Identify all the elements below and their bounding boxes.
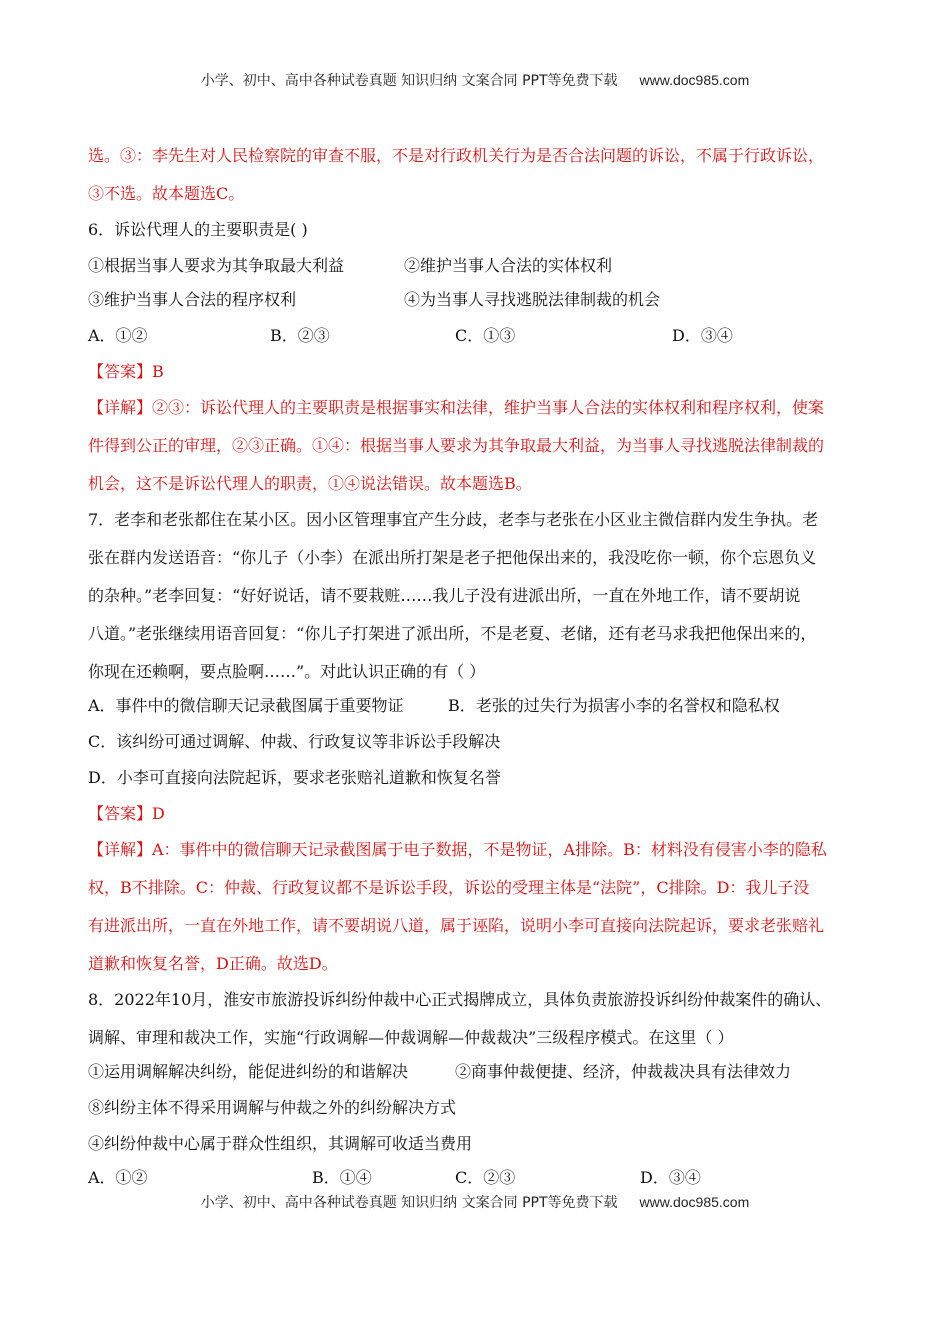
q6-statement-4: ④为当事人寻找逃脱法律制裁的机会 <box>404 290 661 309</box>
q7-detail-line-1: 【详解】A：事件中的微信聊天记录截图属于电子数据，不是物证，A排除。B：材料没有侵害小李的隐私 <box>88 840 827 859</box>
q7-option-b: B．老张的过失行为损害小李的名誉权和隐私权 <box>448 696 780 715</box>
prev-analysis-line-1: 选。③：李先生对人民检察院的审查不服，不是对行政机关行为是否合法问题的诉讼，不属于行政诉讼， <box>88 146 825 165</box>
q8-statement-1: ①运用调解解决纠纷，能促进纠纷的和谐解决 <box>88 1062 409 1081</box>
q6-option-c: C．①③ <box>455 326 516 345</box>
q6-stem: 6．诉讼代理人的主要职责是( ) <box>88 220 308 239</box>
q8-option-c: C．②③ <box>455 1168 516 1187</box>
page-footer <box>0 1192 950 1212</box>
q6-detail-line-2: 件得到公正的审理，②③正确。①④：根据当事人要求为其争取最大利益，为当事人寻找逃脱法律制裁的 <box>88 436 825 455</box>
q8-option-d: D．③④ <box>640 1168 701 1187</box>
q7-stem-line-2: 张在群内发送语音：“你儿子（小李）在派出所打架是老子把他保出来的，我没吃你一顿，你个忘恩负义 <box>88 548 817 567</box>
q8-statement-4: ④纠纷仲裁中心属于群众性组织，其调解可收适当费用 <box>88 1134 473 1153</box>
q7-detail-line-4: 道歉和恢复名誉，D正确。故选D。 <box>88 954 338 973</box>
q6-option-a: A．①② <box>88 326 148 345</box>
q7-stem-line-5: 你现在还赖啊，要点脸啊……”。对此认识正确的有（ ） <box>88 662 486 681</box>
header-text: 小学、初中、高中各种试卷真题 知识归纳 文案合同 PPT等免费下载 <box>200 73 618 89</box>
q6-statement-1: ①根据当事人要求为其争取最大利益 <box>88 256 345 275</box>
header-url[interactable]: www.doc985.com <box>639 72 750 88</box>
q6-statement-2: ②维护当事人合法的实体权利 <box>404 256 613 275</box>
q8-statement-3: ⑧纠纷主体不得采用调解与仲裁之外的纠纷解决方式 <box>88 1098 457 1117</box>
q7-detail-line-3: 有进派出所，一直在外地工作，请不要胡说八道，属于诬陷，说明小李可直接向法院起诉，要求老张赔礼 <box>88 916 825 935</box>
q6-statement-3: ③维护当事人合法的程序权利 <box>88 290 297 309</box>
q7-stem-line-3: 的杂种。”老李回复：“好好说话，请不要栽赃……我儿子没有进派出所，一直在外地工作，请不要胡说 <box>88 586 801 605</box>
q8-stem-line-2: 调解、审理和裁决工作，实施“行政调解—仲裁调解—仲裁裁决”三级程序模式。在这里（ ） <box>88 1028 734 1047</box>
q6-answer: 【答案】B <box>88 362 164 381</box>
q7-detail-line-2: 权，B不排除。C：仲裁、行政复议都不是诉讼手段，诉讼的受理主体是“法院”，C排除。D：我儿子没 <box>88 878 810 897</box>
q7-answer: 【答案】D <box>88 804 165 823</box>
q7-option-c: C．该纠纷可通过调解、仲裁、行政复议等非诉讼手段解决 <box>88 732 501 751</box>
q8-stem-line-1: 8．2022年10月，淮安市旅游投诉纠纷仲裁中心正式揭牌成立，具体负责旅游投诉纠纷仲裁案件的确认、 <box>88 990 832 1009</box>
q6-detail-line-3: 机会，这不是诉讼代理人的职责，①④说法错误。故本题选B。 <box>88 474 532 493</box>
q6-detail-line-1: 【详解】②③：诉讼代理人的主要职责是根据事实和法律，维护当事人合法的实体权利和程序权利，使案 <box>88 398 825 417</box>
q8-statement-2: ②商事仲裁便捷、经济，仲裁裁决具有法律效力 <box>455 1062 792 1081</box>
q7-option-d: D．小李可直接向法院起诉，要求老张赔礼道歉和恢复名誉 <box>88 768 501 787</box>
footer-text: 小学、初中、高中各种试卷真题 知识归纳 文案合同 PPT等免费下载 <box>200 1195 618 1211</box>
q7-stem-line-1: 7．老李和老张都住在某小区。因小区管理事宜产生分歧，老李与老张在小区业主微信群内发生争执。老 <box>88 510 819 529</box>
page-header <box>0 70 950 90</box>
prev-analysis-line-2: ③不选。故本题选C。 <box>88 184 245 203</box>
q6-option-b: B．②③ <box>270 326 330 345</box>
q7-option-a: A．事件中的微信聊天记录截图属于重要物证 <box>88 696 404 715</box>
q7-stem-line-4: 八道。”老张继续用语音回复：“你儿子打架进了派出所，不是老夏、老储，还有老马求我把他保出来的， <box>88 624 817 643</box>
q6-option-d: D．③④ <box>672 326 733 345</box>
footer-url[interactable]: www.doc985.com <box>639 1194 750 1210</box>
q8-option-b: B．①④ <box>312 1168 372 1187</box>
q8-option-a: A．①② <box>88 1168 148 1187</box>
